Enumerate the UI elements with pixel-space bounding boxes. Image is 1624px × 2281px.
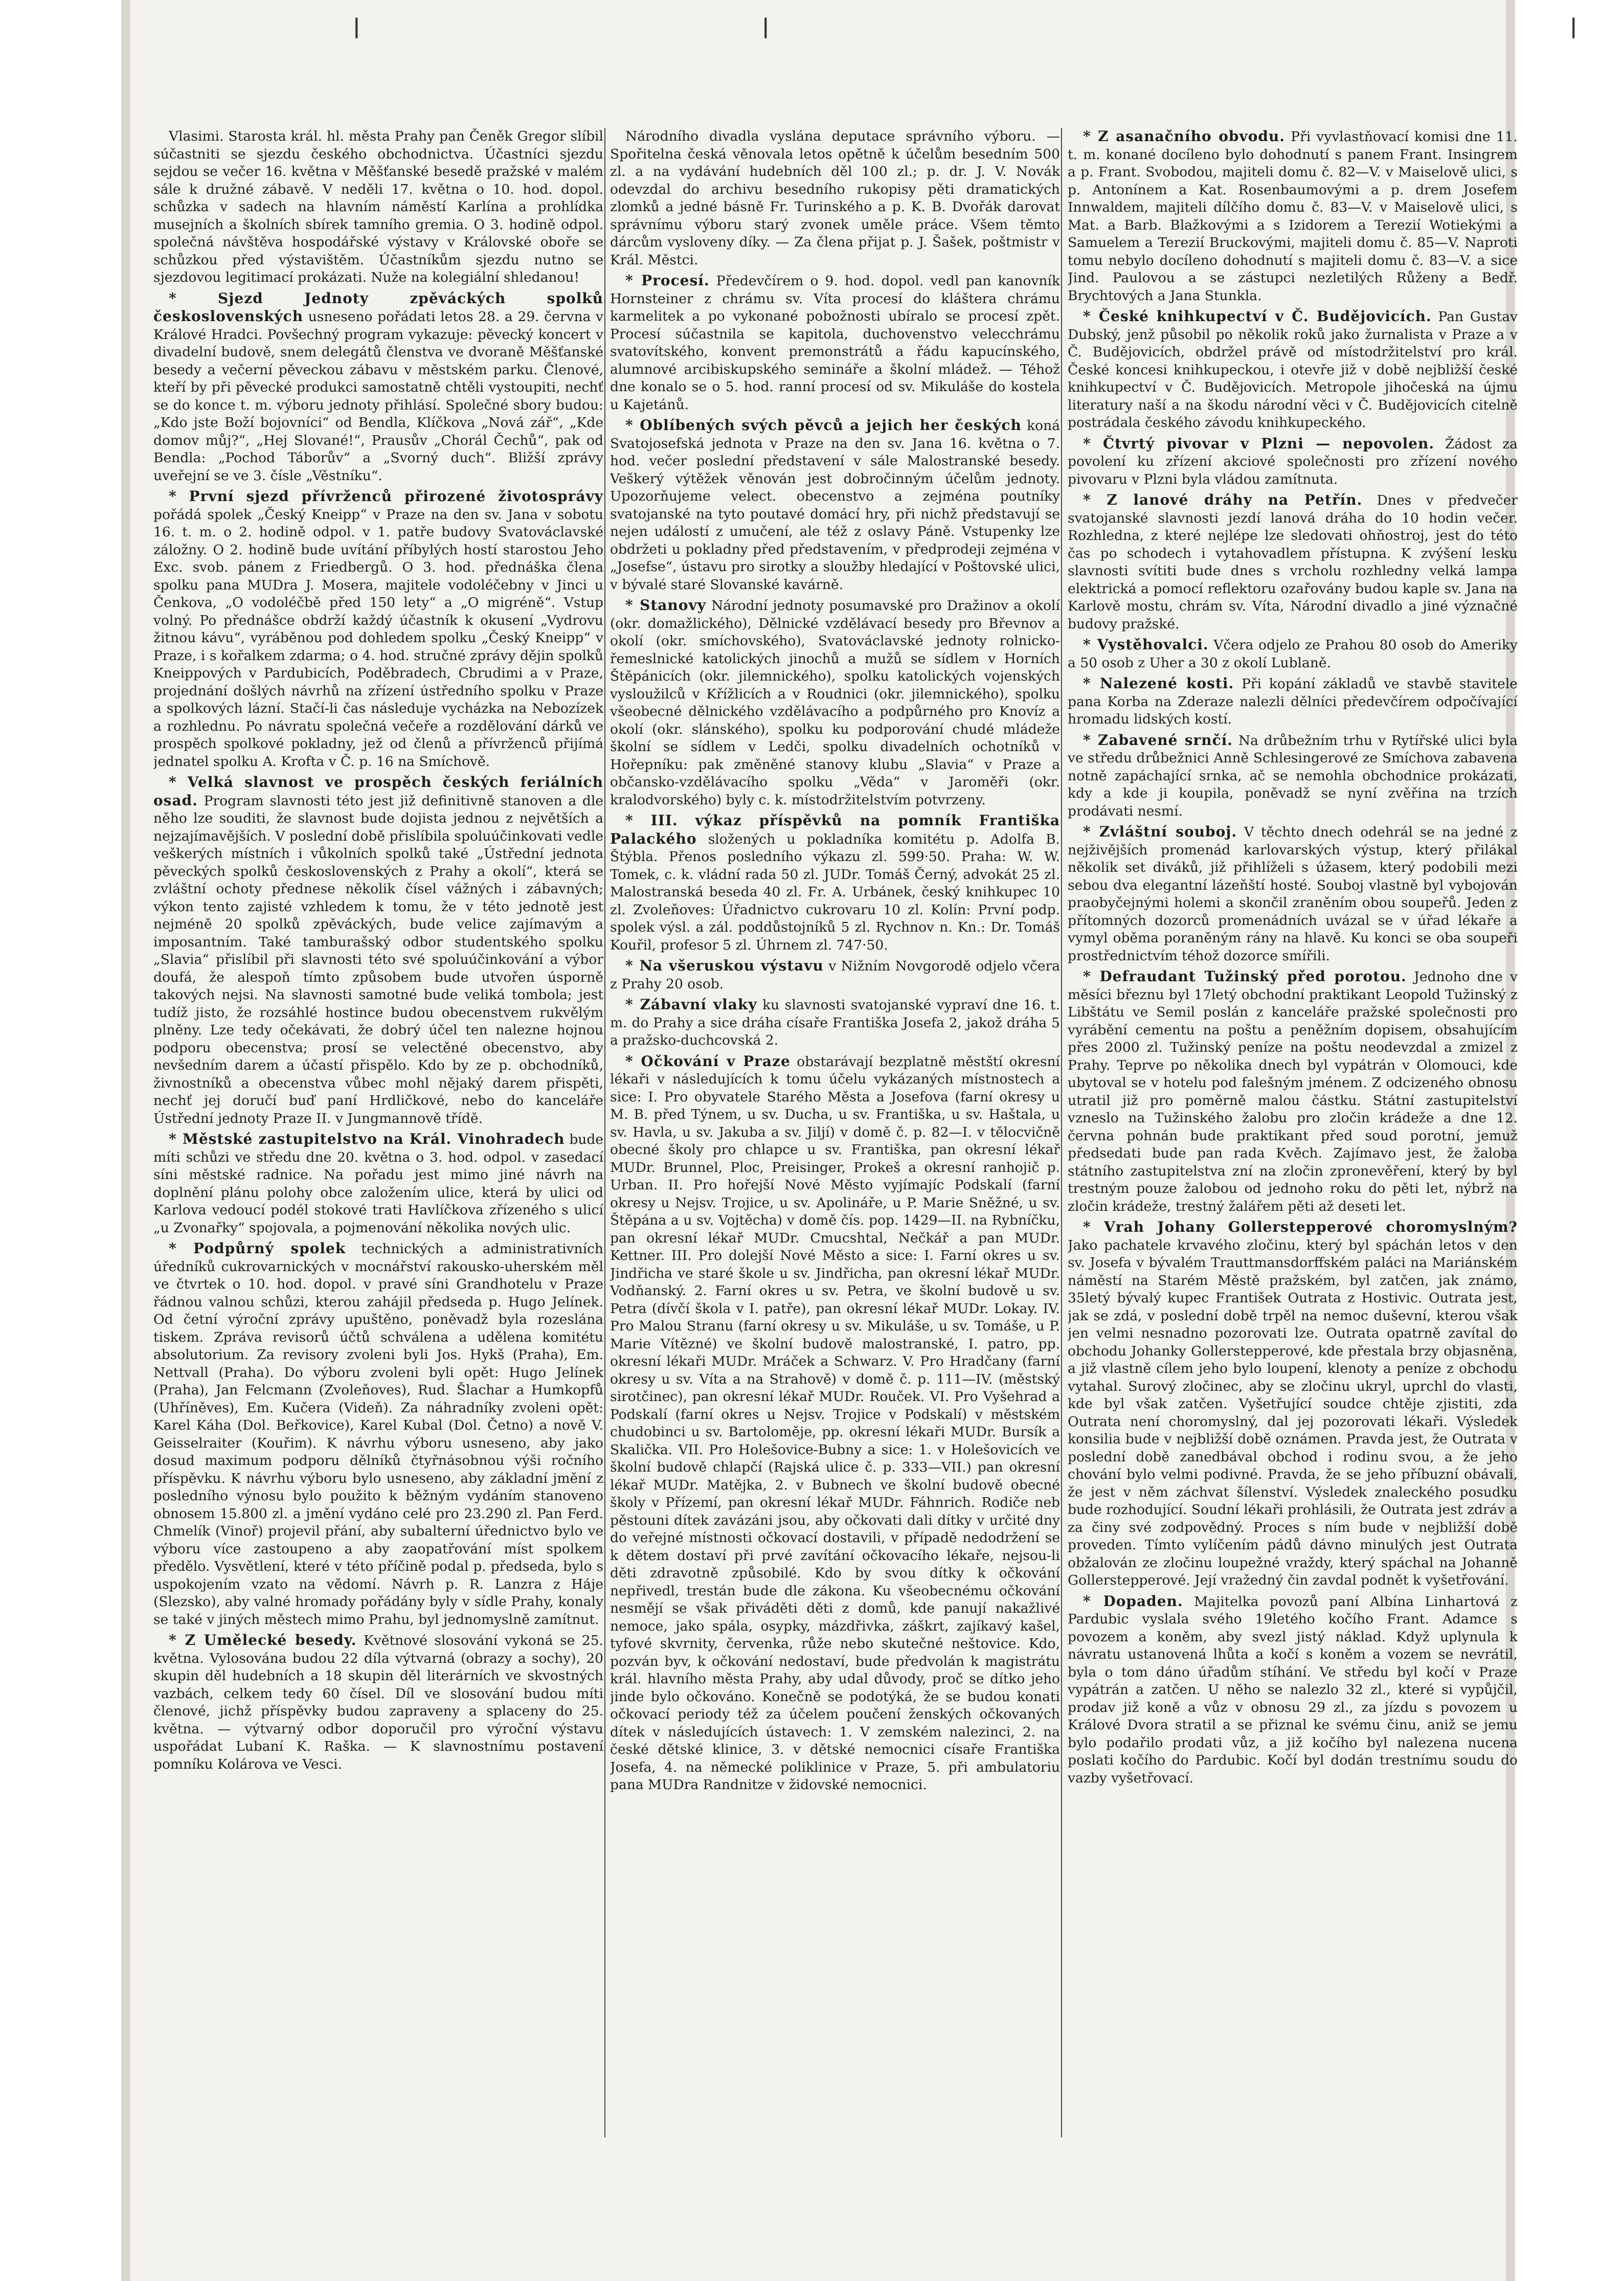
article: [1068, 1218, 1518, 1590]
article-text: složených u pokladníka komitétu p. Adolfa B. Štýbla. Přenos posledního výkazu zl. 599·50. Praha: W. W. Tomek, c. k. vládní rada 50 zl. JUDr. Tomáš Černý, advokát 25 zl. Malostranská beseda 40 zl. Fr. A. Urbánek, český knihkupec 10 zl. Zvoleňoves: Úřadnictvo cukrovaru 10 zl. Kolín: První podp. spolek výsl. a zál. poddůstojníků 5 zl. Rychnov n. Kn.: Dr. Tomáš Kouřil, profesor 5 zl. Úhrnem zl. 747·50.: [610, 831, 1060, 953]
article: [1068, 675, 1518, 729]
article-heading: * Velká slavnost ve prospěch českých feriálních osad.: [153, 774, 603, 809]
article: [153, 128, 603, 287]
article-heading: * Dopaden.: [1083, 1593, 1183, 1610]
article-text: V těchto dnech odehrál se na jedné z nejživějších promenád karlovarských výstup, který přilákal několik set diváků, již přihlíželi s úžasem, který podobili mezi sebou dva elegantní lázeňští hosté. Souboj vlastně byl vybojován praobyčejnými holemi a skončil zraněním obou soupeřů. Jeden z přítomných dozorců promenádních uvázal se v úřad lékaře a vymyl oběma poraněným rány na hlavě. Ku konci se oba soupeři prostřednictvím téhož dozorce smířili.: [1068, 824, 1518, 964]
article: [1068, 1593, 1518, 1788]
article-text: bude míti schůzi ve středu dne 20. května o 3. hod. odpol. v zasedací síni městské radnice. Na pořadu jest mimo jiné návrh na doplnění plánu polohy obce založením ulice, která by ulici od Karlova vedoucí podél stokové trati Havlíčkova zřízeného s ulicí „u Zvonařky“ spojovala, a pojmenování několika nových ulic.: [153, 1132, 603, 1236]
article: [1068, 968, 1518, 1215]
article: [1068, 308, 1518, 432]
article: [153, 1131, 603, 1237]
article-text: Jednoho dne v měsíci březnu byl 17letý obchodní praktikant Leopold Tužinský z Libštátu ve Semil poslán z kanceláře pražské společnosti pro vyrábění cementu na poštu a peněžním dopisem, obsahujícím přes 2000 zl. Tužinský peníze na poštu neodevzdal a zmizel z Prahy. Teprve po několika dnech byl vypátrán v Olomouci, kde ubytoval se v hotelu pod falešným jménem. Z odcizeného obnosu utratil již pro poměrně malou částku. Státní zastupitelství vzneslo na Tužinského žalobu pro zločin krádeže a dne 12. června pohnán bude praktikant před soud porotní, jemuž předsedati bude pan rada Kvěch. Zajímavo jest, že žaloba státního zastupitelstva zní na zločin zpronevěření, který by byl trestným pouze žalobou od jednoho roku do pěti let, nýbrž na zločin krádeže, trestný žalářem pěti až deseti let.: [1068, 969, 1518, 1214]
article-heading: * České knihkupectví v Č. Budějovicích.: [1083, 308, 1432, 325]
article: [1068, 128, 1518, 305]
article-text: Při vyvlastňovací komisi dne 11. t. m. konané docíleno bylo dohodnutí s panem Frant. Insingrem a p. Frant. Svobodou, majiteli domu č. 82—V. v Maiselově ulici, s p. Antonínem a Kat. Rosenbaumovými a p. drem Josefem Innwaldem, majiteli dílčího domu č. 83—V. v Maiselově ulici, s Mat. a Barb. Blažkovými a s Izidorem a Terezií Wotiekými a Samuelem a Terezií Bruckovými, majiteli domu č. 85—V. Naproti tomu nebylo docíleno dohodnutí s majiteli domu č. 83—V. a sice Jind. Paulovou a se zástupci nezletilých Růženy a Bedř. Brychtových a Jana Stunkla.: [1068, 129, 1518, 304]
article-text: v Nižním Novgorodě odjelo včera z Prahy 20 osob.: [610, 958, 1060, 992]
column-3: [1068, 128, 1518, 2137]
article-heading: * Z Umělecké besedy.: [169, 1632, 357, 1648]
article-text: ku slavnosti svatojanské vypraví dne 16. t. m. do Prahy a sice dráha císaře Františka Josefa 2, jakož dráha 5 a pražsko-duchcovská 2.: [610, 997, 1060, 1048]
article-heading: * Městské zastupitelstvo na Král. Vinohradech: [169, 1131, 565, 1147]
article: [610, 957, 1060, 993]
scan-edge-left: [121, 0, 130, 2281]
article-text: Květnové slosování vykoná se 25. května. Vylosována budou 22 díla výtvarná (obrazy a sochy), 20 skupin děl hudebních a 18 skupin děl literárních ve skvostných vazbách, celkem tedy 60 čísel. Díl ve slosování budou míti členové, jichž příspěvky budou zapraveny a splaceny do 25. května. — výtvarný odbor doporučil pro výroční výstavu uspořádat Lubaní K. Raška. — K slavnostnímu postavení pomníku Kolárova ve Vesci.: [153, 1633, 603, 1772]
article: [1068, 491, 1518, 633]
top-mark: |: [1570, 14, 1577, 38]
article-heading: * Procesí.: [625, 272, 710, 289]
article-heading: * Defraudant Tužinský před porotou.: [1083, 968, 1407, 985]
article-text: Předevčírem o 9. hod. dopol. vedl pan kanovník Hornsteiner z chrámu sv. Víta procesí do kláštera chrámu karmelitek a po vykonané pobožnosti ubíralo se procesí zpět. Procesí súčastnila se kapitola, duchovenstvo velecchrámu svatovítského, konvent premonstrátů a řádu kapucínského, alumnové arcibiskupského semináře a školní mládež. — Téhož dne konalo se o 5. hod. ranní procesí od sv. Mikuláše do kostela u Kajetánů.: [610, 273, 1060, 413]
article-text: usneseno pořádati letos 28. a 29. června v Králové Hradci. Povšechný program vykazuje: pěvecký koncert v divadelní budově, snem delegátů členstva ve dvoraně Měšťanské besedy a večerní pěveckou zábavu v městském parku. Členové, kteří by při pěvecké produkci samostatně chtěli vystoupiti, nechť se do konce t. m. výboru jednoty přihlásí. Společné sbory budou: „Kdo jste Boží bojovníci“ od Bendla, Klíčkova „Nová zář“, „Kde domov můj?“, „Hej Slované!“, Prausův „Chorál Čechů“, pak od Bendla: „Pochod Táborův“ a „Svorný duch“. Bližší zprávy uveřejní se ve 3. čísle „Věstníku“.: [153, 309, 603, 484]
article-heading: * Na všeruskou výstavu: [625, 957, 824, 974]
article-text: Vlasimi. Starosta král. hl. města Prahy pan Čeněk Gregor slíbil súčastniti se sjezdu českého obchodnictva. Účastníci sjezdu sejdou se večer 16. května v Měšťanské besedě pražské v malém sále k družné zábavě. V neděli 17. května o 10. hod. dopol. schůzka v sadech na hlavním náměstí Karlína a prohlídka musejních a školních sbírek tamního gremia. O 3. hodině odpol. společná návštěva hospodářské výstavy v Královské oboře se schůzkou před výstavištěm. Účastníkům sjezdu nutno se sjezdovou legitimací prokázati. Nuže na kolegiální shledanou!: [153, 128, 603, 285]
article-heading: * První sjezd přívrženců přirozené životosprávy: [169, 488, 603, 505]
article-text: Včera odjelo ze Prahou 80 osob do Ameriky a 50 osob z Uher a 30 z okolí Lublaně.: [1068, 637, 1518, 671]
article-text: Jako pachatele krvavého zločinu, který byl spáchán letos v den sv. Josefa v bývalém Trauttmansdorffském paláci na Mariánském náměstí na Starém Městě pražském, byl zatčen, jak známo, 35letý bývalý kupec František Outrata z Hostivic. Outrata jest, jak se zdá, v poslední době trpěl na nemoc duševní, kterou však jen velmi nesnadno pozorovati lze. Outrata opatrně zavítal do obchodu Johanky Gollerstepperové, kde přestala brzy objasněna, a již vlastně cílem jeho bylo loupení, klenoty a peníze z obchodu vytahal. Surový zločinec, aby se zločinu ukryl, uprchl do vlasti, kde byl však zatčen. Vyšetřující soudce chtěje zjistiti, zda Outrata není choromyslný, dal jej pozorovati lékaři. Výsledek konsilia bude v nejbližší době oznámen. Pravda jest, že Outrata v poslední době zanedbával obchod i rodinu svou, a že jeho chování bylo velmi podivné. Pravda, že se jeho příbuzní obávali, že jest v něm záchvat šílenství. Výsledek znaleckého posudku bude rozhodující. Soudní lékaři prohlásili, že Outrata jest zdráv a za činy své zodpovědný. Proces s ním bude v nejbližší době proveden. Tímto vylíčením pádů dávno minulých jest Outrata obžalován ze zločinu loupežné vraždy, který spáchal na Johanně Gollerstepperové. Její vražedný čin zavdal podnět k vyšetřování.: [1068, 1237, 1518, 1588]
top-mark: |: [353, 14, 360, 38]
article: [610, 597, 1060, 809]
article: [1068, 823, 1518, 965]
article: [1068, 636, 1518, 672]
article-heading: * Očkování v Praze: [625, 1053, 791, 1070]
article-heading: * Sjezd Jednoty zpěváckých spolků československých: [153, 290, 603, 325]
article-text: Majitelka povozů paní Albína Linhartová z Pardubic vyslala svého 19letého kočího Frant. Adamce s povozem a koněm, aby svezl jistý náklad. Když uplynula k návratu ustanovená lhůta a kočí s koněm a vozem se nevrátil, byla o tom dáno úřadům stíhání. Ve středu byl kočí v Praze vypátrán a zatčen. U něho se nalezlo 32 zl., které si vypůjčil, prodav již koně a vůz v obnosu 29 zl., za jízdu s povozem u Králové Dvora stratil a se přiznal ke svému činu, aniž se jemu bylo podařilo prodati vůz, a již kočího byl nalezena nucena poslati kočího do Pardubic. Kočí byl dodán trestnímu soudu do vazby vyšetřovací.: [1068, 1593, 1518, 1786]
article: [610, 417, 1060, 594]
article-text: Národního divadla vyslána deputace správního výboru. — Spořitelna česká věnovala letos opětně k účelům besedním 500 zl. a na vydávání hudebních děl 100 zl.; p. dr. J. V. Novák odevzdal do archivu besedního rukopisy pěti dramatických zlomků a jedné básně Fr. Turinského a p. K. B. Dvořák darovat správnímu výboru starý zvonek uměle práce. Všem těmto dárcům vysloveny díky. — Za člena přijat p. J. Šašek, poštmistr v Král. Městci.: [610, 128, 1060, 268]
article: [610, 812, 1060, 954]
article-heading: * Z asanačního obvodu.: [1083, 128, 1285, 145]
article: [610, 272, 1060, 414]
article-heading: * III. výkaz příspěvků na pomník Františka Palackého: [610, 812, 1060, 847]
article-heading: * Zábavní vlaky: [625, 996, 757, 1013]
article: [610, 1053, 1060, 1794]
article-text: Dnes v předvečer svatojanské slavnosti jezdí lanová dráha do 10 hodin večer. Rozhledna, z které nejlépe lze sledovati ohňostroj, jest do této čas po schodech i vytahovadlem přístupna. K zvýšení lesku slavnosti svítiti bude dnes s vrcholu rozhledny velká lampa elektrická a pomocí reflektoru ozařovány budou kaple sv. Jana na Karlově mostu, chrám sv. Víta, Národní divadlo a jiné význačné budovy pražské.: [1068, 492, 1518, 632]
article: [153, 488, 603, 771]
article: [153, 1632, 603, 1773]
article: [610, 996, 1060, 1050]
article-heading: * Vystěhovalci.: [1083, 636, 1209, 653]
article-text: Při kopání základů ve stavbě stavitele pana Korba na Zderaze nalezli dělníci předevčírem odpočívající hromadu lidských kostí.: [1068, 676, 1518, 727]
article-heading: * Z lanové dráhy na Petřín.: [1083, 491, 1362, 508]
column-1: [153, 128, 603, 2137]
article-text: pořádá spolek „Český Kneipp“ v Praze na den sv. Jana v sobotu 16. t. m. o 2. hodině odpol. v 1. patře budovy Svatováclavské záložny. O 2. hodině bude uvítání příbylých hostí starostou Jeho Exc. svob. pánem z Friedbergů. O 3. hod. přednáška člena spolku pana MUDra J. Mosera, majitele vodoléčebny v Jinci u Čenkova, „O vodoléčbě před 150 lety“ a „O migréně“. Vstup volný. Po přednášce obdrží každý účastník k okusení „Vydrovu žitnou kávu“, vyráběnou pod dohledem spolku „Český Kneipp“ v Praze, i s kořalkem zdarma; o 4. hod. stručné zprávy dějin spolků Kneippových v Pardubicích, Poděbradech, Cbrudimi a v Praze, projednání došlých návrhů na zřízení ústředního spolku v Praze a spolkových lázní. Stačí-li čas následuje vycházka na Nebozízek a rozhlednu. Po návratu společná večeře a rozdělování dárků ve prospěch spolkové pokladny, jež od členů a přívrženců přijímá jednatel spolku A. Krofta v Č. p. 16 na Smíchově.: [153, 506, 603, 770]
article: [1068, 732, 1518, 821]
article-text: obstarávají bezplatně městští okresní lékaři v následujících k tomu účelu vykázaných místnostech a sice: I. Pro obyvatele Starého Města a Josefova (farní okresy u M. B. před Týnem, u sv. Ducha, u sv. Františka, u sv. Haštala, u sv. Havla, u sv. Jakuba a sv. Jiljí) v domě č. p. 82—I. v tělocvičně obecné školy pro chlapce u sv. Františka, pan okresní lékař MUDr. Brunnel, Ploc, Preisinger, Prokeš a okresní ranhojič p. Urban. II. Pro hořejší Nové Město vyjímajíc Podskalí (farní okresy u Nejsv. Trojice, u sv. Apolináře, u P. Marie Sněžné, u sv. Štěpána a u sv. Vojtěcha) v domě čís. pop. 1429—II. na Rybníčku, pan okresní lékař MUDr. Cmucshtal, Nečkář a pan MUDr. Kettner. III. Pro dolejší Nové Město a sice: I. Farní okres u sv. Jindřicha ve staré škole u sv. Jindřicha, pan okresní lékař MUDr. Vodňanský. 2. Farní okres u sv. Petra, ve školní budově u sv. Petra (dívčí škola v I. patře), pan okresní lékař MUDr. Lokay. IV. Pro Malou Stranu (farní okresy u sv. Mikuláše, u sv. Tomáše, u P. Marie Vítězné) ve školní budově malostranské, I. patro, pp. okresní lékaři MUDr. Mráček a Schwarz. V. Pro Hradčany (farní okresy u sv. Víta a na Strahově) v domě č. p. 111—IV. (městský sirotčinec), pan okresní lékař MUDr. Rouček. VI. Pro Vyšehrad a Podskalí (farní okres u Nejsv. Trojice v Podskalí) v městském chudobinci u sv. Bartoloměje, pp. okresní lékaři MUDr. Bursík a Skalička. VII. Pro Holešovice-Bubny a sice: 1. v Holešovicích ve školní budově chlapčí (Rajská ulice č. p. 333—VII.) pan okresní lékař MUDr. Matějka, 2. v Bubnech ve školní budově obecné školy v Přízemí, pan okresní lékař MUDr. Fáhnrich. Rodiče neb pěstouni dítek zavázáni jsou, aby očkovati dali dítky v určité dny do veřejné místnosti očkovací dostavili, v případě nedodržení se k dětem dostaví při prvé zavítání očkovacího lékaře, nejsou-li děti zdravotně způsobilé. Kdo by svou dítky k očkování nepřivedl, trestán bude dle zákona. Ku všeobecnému očkování nesmějí se však přiváděti děti z domů, kde panují nakažlivé nemoce, jako spála, osypky, mázdřivka, záškrt, zajíkavý kašel, tyfové skvrnity, červenka, růže nebo skutečné neštovice. Kdo, pozván byv, k očkování nedostaví, bude předvolán k magistrátu král. hlavního města Prahy, aby udal důvody, proč se dítko jeho jinde bylo očkováno. Konečně se podotýká, že se budou konati očkovací periody též za účelem poučení ženských očkovaných dítek v následujících ústavech: 1. V zemském nalezinci, 2. na české dětské klinice, 3. v dětské nemocnici císaře Františka Josefa, 4. na německé poliklinice v Praze, 5. při ambulatoriu pana MUDra Randnitze v židovské nemocnici.: [610, 1053, 1060, 1793]
article-text: Program slavnosti této jest již definitivně stanoven a dle něho lze souditi, že slavnost bude dojista jednou z největších a nejzajímavějších. V poslední době přislíbila spoluúčinkovati vedle veškerých místních i vůkolních spolků také „Ústřední jednota pěveckých spolků československých z Prahy a okolí“, která se zvláštní ochoty přednese několik čísel vážných i zábavných; výkon tento zajisté vzhledem k tomu, že v této jednotě jest nejméně 20 spolků zpěváckých, bude velice zajímavým a imposantním. Také tamburašský odbor studentského spolku „Slavia“ přislíbil při slavnosti této své spoluúčinkování a výbor doufá, že alespoň tímto způsobem bude utvořen úsporně takových nejsi. Na slavnosti samotné bude veliká tombola; jest tudíž jisto, že rozsáhlé hostince budou obecenstvem rukvělým plněny. Lze tedy očekávati, že dobrý účel ten nalezne hojnou podporu obecenstva; prosí se velectěné obecenstvo, aby nevšedním darem a účastí přispělo. Kdo by ze p. obchodníků, živnostníků a obecenstva vůbec mohl nějaký darem přispěti, nechť jej doručí buď paní Hrdličkové, nebo do kanceláře Ústřední jednoty Praze II. v Jungmannově třídě.: [153, 793, 603, 1126]
article-text: Národní jednoty posumavské pro Dražinov a okolí (okr. domažlického), Dělnické vzdělávací besedy pro Břevnov a okolí (okr. smíchovského), Svatováclavské jednoty rolnicko-řemeslnické katolických jinochů a mužů se sídlem v Horních Štěpánicích (okr. jilemnického), spolku katolických vojenských vysloužilců v Křížlicích a v Roudnici (okr. jilemnického), spolku všeobecné dělnického vzdělávacího a podpůrného pro Knovíz a okolí (okr. slánského), spolku ku podporování chudé mládeže školní se sídlem v Ledči, spolku divadelních ochotníků v Hořepníku: pak změněné stanovy klubu „Slavia“ v Praze a občansko-vzdělávacího spolku „Věda“ v Jaroměři (okr. kralodvorského) byly c. k. místodržitelstvím potvrzeny.: [610, 598, 1060, 808]
article-heading: * Čtvrtý pivovar v Plzni — nepovolen.: [1083, 435, 1434, 452]
article-text: koná Svatojosefská jednota v Praze na den sv. Jana 16. května o 7. hod. večer poslední představení v sále Malostranské besedy. Veškerý výtěžek věnován jest dobročinným účelům jednoty. Upozorňujeme velect. obecenstvo a zejména poutníky svatojanské na tyto poutavé domácí hry, při nichž představují se nejen událostí z umučení, ale též z oslavy Páně. Vstupenky lze obdržeti u pokladny před představením, v předprodeji zejména v „Josefse“, ústavu pro sirotky a sloužby hledající v Poštovské ulici, v bývalé staré Slovanské kavárně.: [610, 418, 1060, 593]
article: [153, 774, 603, 1127]
article-heading: * Stanovy: [625, 597, 706, 614]
article: [153, 1240, 603, 1629]
article-text: Na drůbežním trhu v Rytířské ulici byla ve středu drůbežnici Anně Schlesingerové ze Smíchova zabavena notně zapáchající srnka, ač se nemohla obchodnice prokázati, kdy a kde ji koupila, poněvadž se nyní zvěřina na trzích prodávati nesmí.: [1068, 732, 1518, 819]
top-mark: |: [762, 14, 770, 38]
article-heading: * Nalezené kosti.: [1083, 675, 1234, 692]
column-rule: [1061, 128, 1062, 2137]
article-heading: * Oblíbených svých pěvců a jejich her českých: [625, 417, 1022, 434]
column-rule: [604, 128, 605, 2137]
article-text: technických a administrativních úředníků cukrovarnických v mocnářství rakousko-uherském měl ve čtvrtek o 10. hod. dopol. v pravé síni Grandhotelu v Praze řádnou valnou schůzi, kterou zahájil předseda p. Hugo Jelínek. Od četní výroční zprávy upuštěno, poněvadž byla rozeslána tiskem. Zpráva revisorů účtů schválena a udělena komitétu absolutorium. Za revisory zvoleni byli Jos. Hykš (Praha), Em. Nettvall (Praha). Do výboru zvoleni byli opět: Hugo Jelínek (Praha), Jan Felcmann (Zvoleňoves), Rud. Šlachar a Humkopfů (Uhříněves), Em. Kučera (Videň). Za náhradníky zvoleni opět: Karel Káha (Dol. Beřkovice), Karel Kubal (Dol. Četno) a nově V. Geisselraiter (Kouřim). K návrhu výboru usneseno, aby jako dosud maximum podporu dělníků čtyřnásobnou výši ročního příspěvku. K návrhu výboru bylo usneseno, aby základní jmění z posledního výnosu bylo použito k běžným vydáním stanoveno obnosem 15.800 zl. a jmění vydáno celé pro 23.290 zl. Pan Ferd. Chmelík (Vinoř) projevil přání, aby subalterní úřednictvo bylo ve výboru více zastoupeno a aby zaopatřování míst spolkem předělo. Vysvětlení, které v této příčině podal p. předseda, bylo s uspokojením vzato na vědomí. Návrh p. R. Lanzra z Háje (Slezsko), aby valné hromady pořádány byly v sídle Prahy, konaly se také v jiných městech mimo Prahu, byl jednomyslně zamítnut.: [153, 1241, 603, 1628]
column-2: [610, 128, 1060, 2137]
article-heading: * Zvláštní souboj.: [1083, 823, 1237, 840]
article: [610, 128, 1060, 269]
article-heading: * Podpůrný spolek: [169, 1240, 346, 1257]
article-text: Pan Gustav Dubský, jenž působil po několik roků jako žurnalista v Praze a v Č. Budějovicích, obdržel právě od místodržitelství pro král. České koncesi knihkupeckou, i otevře již v době nejbližší české knihkupectví v Č. Budějovicích. Metropole jihočeská na újmu literatury naší a na škodu národní věci v Č. Budějovicích citelně postrádala českého závodu knihkupeckého.: [1068, 309, 1518, 431]
article-heading: * Zabavené srnčí.: [1083, 732, 1233, 749]
article-heading: * Vrah Johany Gollerstepperové choromyslným?: [1083, 1218, 1518, 1235]
article-text: Žádost za povolení ku zřízení akciové společnosti pro zřízení nového pivovaru v Plzni byla vládou zamítnuta.: [1068, 436, 1518, 487]
article: [153, 290, 603, 485]
article: [1068, 435, 1518, 489]
